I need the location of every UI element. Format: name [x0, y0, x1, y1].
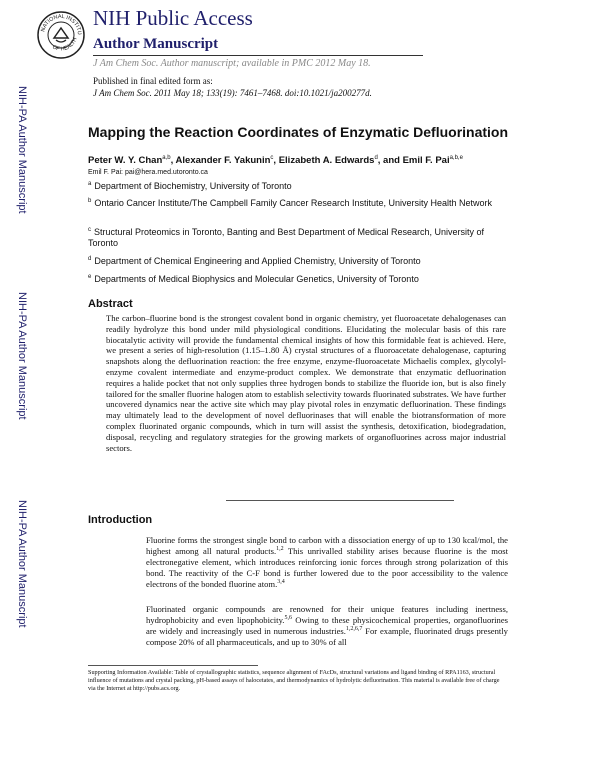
author-name: Alexander F. Yakunin	[175, 155, 271, 166]
side-banner-3: NIH-PA Author Manuscript	[16, 500, 28, 628]
author-affiliation-mark: c	[270, 154, 274, 161]
abstract-body: The carbon–fluorine bond is the strongest covalent bond in organic chemistry, yet fluoroacetate dehalogenases can readily hydrolyze this bond under mild physiological conditions. Elucidating the molecular basis of this rare biocatalytic activity will provide the fundamental chemical insights of how this formidable feat is achieved. Here, we present a series of high-resolution (1.15–1.80 Å) crystal structures of a fluoroacetate dehalogenase, capturing snapshots along the defluorination reaction: the free enzyme, enzyme-fluoroacetate Michaelis complex, glycolyl-enzyme covalent intermediate and enzyme-product complex. We demonstrate that enzymatic defluorination requires a halide pocket that not only supplies three hydrogen bonds to stabilize the fluoride ion, but is also finely tailored for the smaller fluorine halogen atom to establish selectivity towards fluorinated substrates. We have further uncovered dynamics near the active site which may play pivotal roles in enzymatic defluorination. These findings may ultimately lead to the development of novel defluorinases that will enable the biotransformation of more complex fluorinated organic compounds, which in turn will assist the synthesis, detoxification, biodegradation, disposal, recycling and regulatory strategies for the growing markets of organofluorines across major industrial sectors.	[106, 313, 506, 453]
affiliation: $^c$ Structural Proteomics in Toronto, Banting and Best Department of Medical Research, University of Toronto	[88, 227, 485, 248]
corresponding-email: Emil F. Pai: pai@hera.med.utoronto.ca	[88, 169, 208, 176]
citation-ref[interactable]: 1,2,6,7	[345, 626, 363, 633]
paper-title: Mapping the Reaction Coordinates of Enzymatic Defluorination	[88, 124, 509, 140]
citation-ref[interactable]: 1,2	[276, 546, 284, 553]
side-banner-2: NIH-PA Author Manuscript	[16, 292, 28, 420]
abstract-heading: Abstract	[88, 298, 133, 310]
svg-text:OF HEALTH	[51, 37, 78, 53]
nih-seal-logo	[36, 10, 86, 60]
introduction-paragraph: Fluorine forms the strongest single bond to carbon with a dissociation energy of up to 130 kcal/mol, the highest among all natural products.$^{1,2}$ This unrivalled stability arises because fluorine is the most electronegative element, which introduces reinforcing ionic forces through strong polarization of this bond. The reactivity of the C-F bond is further lowered due to the poor accessibility to the valence electrons of the bonded fluorine atom.$^{3,4}$	[146, 535, 508, 589]
author-name: Elizabeth A. Edwards	[278, 155, 375, 166]
seal-text-bottom: OF HEALTH	[51, 36, 79, 53]
published-label: Published in final edited form as:	[93, 76, 213, 86]
header-divider	[93, 55, 423, 56]
author-affiliation-mark: a,b	[162, 154, 171, 161]
supporting-info-footnote: Supporting Information Available: Table of crystallographic statistics, sequence alignment of FAcDs, structural variations and ligand binding of RPA1163, structural influence of mutations and crystal packing, pH-based assays of halocetates, and thermodynamics of hydrolytic defluorination. This material is available free of charge via the Internet at http://pubs.acs.org.	[88, 669, 500, 692]
author-affiliation-mark: a,b,e	[449, 154, 463, 161]
footnote-divider	[88, 665, 258, 666]
author-manuscript-label: Author Manuscript	[93, 36, 219, 52]
author-name: Peter W. Y. Chan	[88, 155, 163, 166]
availability-note: J Am Chem Soc. Author manuscript; available in PMC 2012 May 18.	[93, 58, 371, 69]
affiliation: $^d$ Department of Chemical Engineering and Applied Chemistry, University of Toronto	[88, 256, 421, 266]
abstract-divider	[226, 500, 454, 501]
citation: J Am Chem Soc. 2011 May 18; 133(19): 7461–7468. doi:10.1021/ja200277d.	[93, 88, 372, 98]
citation-ref[interactable]: 3,4	[277, 579, 285, 586]
author-affiliation-mark: d	[374, 154, 378, 161]
author-list: Peter W. Y. Chan$^{a,b}$, Alexander F. Yakunin$^c$, Elizabeth A. Edwards$^d$, and Emil F. Pai$^{a,b,e}$	[88, 154, 463, 166]
author-name: Emil F. Pai	[402, 155, 450, 166]
nih-public-access-title: NIH Public Access	[93, 6, 253, 30]
affiliation: $^e$ Departments of Medical Biophysics and Molecular Genetics, University of Toronto	[88, 274, 419, 284]
citation-ref[interactable]: 5,6	[284, 615, 292, 622]
affiliation: $^b$ Ontario Cancer Institute/The Campbell Family Cancer Research Institute, University Health Network	[88, 198, 492, 208]
introduction-paragraph: Fluorinated organic compounds are renowned for their unique features including inertness, hydrophobicity and even lipophobicity.$^{5,6}$ Owing to these physicochemical properties, organofluorines are widely and increasingly used in numerous industries.$^{1,2,6,7}$ For example, fluorinated drugs presently compose 20% of all pharmaceuticals, and up to 30% of all	[146, 604, 508, 647]
side-banner-1: NIH-PA Author Manuscript	[16, 86, 28, 214]
seal-text-top: NATIONAL INSTITU	[40, 13, 83, 36]
affiliation: $^a$ Department of Biochemistry, University of Toronto	[88, 181, 292, 191]
introduction-heading: Introduction	[88, 514, 153, 526]
